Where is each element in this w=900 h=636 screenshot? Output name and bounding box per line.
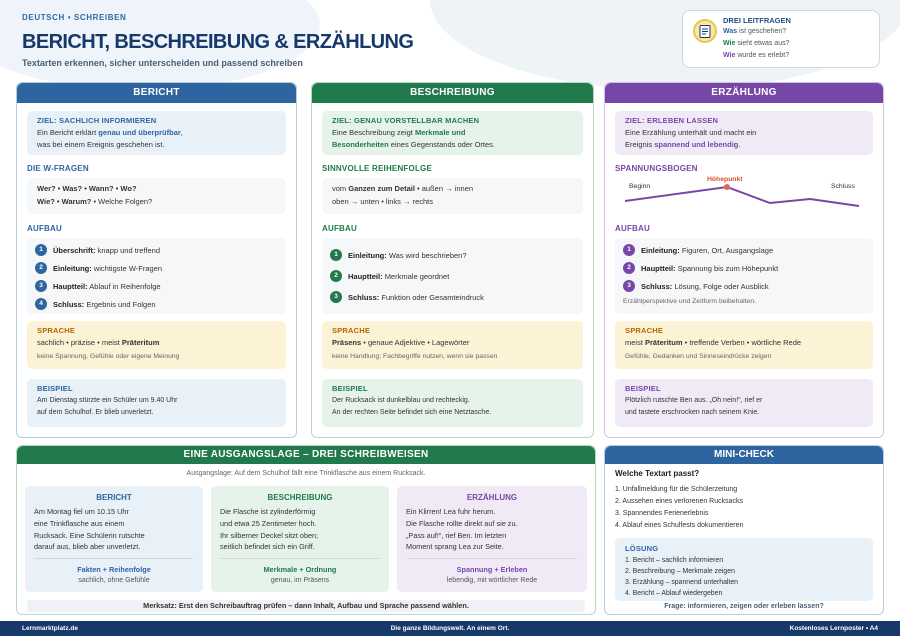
aufbau-step: Schluss: Funktion oder Gesamteindruck [348, 293, 484, 302]
sprache-box [615, 321, 873, 369]
sprache-note: keine Spannung, Gefühle oder eigene Meinung [37, 353, 180, 360]
leitfragen-box [682, 10, 880, 68]
sprache-note: Gefühle, Gedanken und Sinneseindrücke zeigen [625, 353, 772, 360]
bogen-start-label: Beginn [629, 183, 651, 190]
beispiel-line: auf dem Schulhof. Er blieb unverletzt. [37, 409, 154, 416]
leitfrage-2: Wie sieht etwas aus? [723, 40, 790, 47]
leitfrage-3: Wie wurde es erlebt? [723, 52, 790, 59]
sprache-line: sachlich • präzise • meist Präteritum [37, 338, 160, 347]
aufbau-heading: AUFBAU [322, 224, 357, 233]
goal-heading: ZIEL: SACHLICH INFORMIEREN [37, 116, 157, 125]
sprache-heading: SPRACHE [625, 326, 664, 335]
ausgangslage-header: EINE AUSGANGSLAGE – DREI SCHREIBWEISEN [17, 446, 595, 464]
example-card-beschreibung [211, 486, 389, 592]
card-text: Am Montag fiel um 10.15 Uhr eine Trinkflasche aus einem Rucksack. Eine Schülerin rutschte darauf aus, blieb aber unverletzt. [34, 507, 145, 552]
beschreibung-column [311, 82, 594, 438]
aufbau-note: Erzählperspektive und Zeitform beibehalten. [623, 298, 756, 305]
beispiel-heading: BEISPIEL [625, 384, 661, 393]
beispiel-heading: BEISPIEL [332, 384, 368, 393]
aufbau-step: Hauptteil: Spannung bis zum Höhepunkt [641, 264, 779, 273]
beispiel-box [615, 379, 873, 427]
minicheck-item: 1. Unfallmeldung für die Schülerzeitung [615, 486, 738, 493]
minicheck-question: Welche Textart passt? [615, 469, 700, 478]
aufbau-step: Hauptteil: Merkmale geordnet [348, 272, 450, 281]
aufbau-heading: AUFBAU [615, 224, 650, 233]
example-card-bericht [25, 486, 203, 592]
footer-info: Kostenloses Lernposter • A4 [789, 625, 878, 632]
goal-line: Ein Bericht erklärt genau und überprüfbar, [37, 128, 183, 137]
aufbau-step: Überschrift: knapp und treffend [53, 246, 161, 255]
reihenfolge-line: oben → unten • links → rechts [332, 197, 434, 206]
divider [35, 558, 193, 559]
card-title: BESCHREIBUNG [267, 493, 333, 502]
goal-heading: ZIEL: GENAU VORSTELLBAR MACHEN [332, 116, 480, 125]
bogen-end-label: Schluss [831, 183, 855, 190]
sprache-heading: SPRACHE [332, 326, 371, 335]
goal-heading: ZIEL: ERLEBEN LASSEN [625, 116, 719, 125]
aufbau-step: Einleitung: Figuren, Ort, Ausgangslage [641, 246, 774, 255]
sprache-note: keine Handlung; Fachbegriffe nutzen, wenn sie passen [332, 353, 498, 360]
card-sub: sachlich, ohne Gefühle [78, 577, 150, 584]
bericht-goal-box [27, 111, 286, 155]
step-number: 2 [35, 262, 47, 274]
divider [407, 558, 577, 559]
step-number: 4 [35, 298, 47, 310]
aufbau-step: Schluss: Ergebnis und Folgen [53, 300, 156, 309]
aufbau-box [27, 238, 286, 314]
card-title: ERZÄHLUNG [466, 493, 518, 502]
ausgangslage-sub: Ausgangslage: Auf dem Schulhof fällt eine Trinkflasche aus einem Rucksack. [186, 470, 426, 477]
aufbau-step: Einleitung: Was wird beschrieben? [348, 251, 467, 260]
sprache-heading: SPRACHE [37, 326, 76, 335]
beispiel-heading: BEISPIEL [37, 384, 73, 393]
beschreibung-goal-box [322, 111, 583, 155]
eyebrow: DEUTSCH • SCHREIBEN [22, 13, 127, 22]
solution-item: 3. Erzählung – spannend unterhalten [625, 579, 739, 586]
bericht-header: BERICHT [17, 83, 296, 103]
footer-tagline: Die ganze Bildungswelt. An einem Ort. [390, 625, 510, 632]
wfragen-box [27, 178, 286, 214]
goal-line: Ereignis spannend und lebendig. [625, 140, 741, 149]
aufbau-step: Hauptteil: Ablauf in Reihenfolge [53, 282, 161, 291]
card-sub: lebendig, mit wörtlicher Rede [446, 577, 538, 584]
leitfrage-1: Was ist geschehen? [723, 28, 787, 35]
minicheck-item: 3. Spannendes Ferienerlebnis [615, 510, 709, 517]
erzaehlung-header: ERZÄHLUNG [605, 83, 883, 103]
wfragen-heading: DIE W-FRAGEN [27, 164, 89, 173]
wfragen-line: Wie? • Warum? • Welche Folgen? [37, 197, 153, 206]
sprache-line: meist Präteritum • treffende Verben • wörtliche Rede [625, 338, 802, 347]
reihenfolge-line: vom Ganzen zum Detail • außen → innen [332, 184, 474, 193]
goal-line: was bei einem Ereignis geschehen ist. [37, 140, 165, 149]
step-number: 2 [623, 262, 635, 274]
minicheck-header: MINI-CHECK [605, 446, 883, 464]
aufbau-heading: AUFBAU [27, 224, 62, 233]
merksatz: Merksatz: Erst den Schreibauftrag prüfen – dann Inhalt, Aufbau und Sprache passend wählen. [27, 600, 585, 612]
step-number: 3 [330, 291, 342, 303]
step-number: 3 [623, 280, 635, 292]
bericht-column [16, 82, 297, 438]
sprache-line: Präsens • genaue Adjektive • Lagewörter [332, 338, 470, 347]
sprache-box [27, 321, 286, 369]
minicheck-section [604, 445, 884, 615]
minicheck-item: 4. Ablauf eines Schulfests dokumentieren [615, 522, 744, 529]
minicheck-item: 2. Aussehen eines verlorenen Rucksacks [615, 498, 744, 505]
solution-item: 2. Beschreibung – Merkmale zeigen [625, 568, 735, 575]
footer-brand[interactable]: Lernmarktplatz.de [22, 625, 78, 632]
beispiel-line: Plötzlich rutschte Ben aus. „Oh nein!“, rief er [625, 397, 763, 404]
goal-line: Eine Beschreibung zeigt Merkmale und [332, 128, 466, 137]
card-key: Spannung + Erleben [456, 565, 528, 574]
solution-box [615, 538, 873, 601]
footer [0, 621, 900, 636]
card-sub: genau, im Präsens [270, 577, 330, 584]
spannungsbogen-curve [615, 176, 873, 216]
goal-line: Eine Erzählung unterhält und macht ein [625, 128, 757, 137]
sprache-box [322, 321, 583, 369]
spannungsbogen-heading: SPANNUNGSBOGEN [615, 164, 698, 173]
card-key: Fakten + Reihenfolge [77, 565, 151, 574]
aufbau-step: Einleitung: wichtigste W-Fragen [53, 264, 163, 273]
wfragen-line: Wer? • Was? • Wann? • Wo? [37, 184, 137, 193]
step-number: 2 [330, 270, 342, 282]
example-card-erzaehlung [397, 486, 587, 592]
page-title: BERICHT, BESCHREIBUNG & ERZÄHLUNG [22, 31, 414, 53]
beispiel-line: An der rechten Seite befindet sich eine Netztasche. [332, 409, 492, 416]
step-number: 3 [35, 280, 47, 292]
solution-item: 1. Bericht – sachlich informieren [625, 557, 724, 564]
reihenfolge-box [322, 178, 583, 214]
solution-heading: LÖSUNG [625, 544, 659, 553]
beispiel-line: Der Rucksack ist dunkelblau und rechteckig. [332, 397, 470, 404]
erzaehlung-goal-box [615, 111, 873, 155]
step-number: 1 [330, 249, 342, 261]
card-key: Merkmale + Ordnung [263, 565, 337, 574]
aufbau-box [615, 238, 873, 314]
goal-line: Besonderheiten eines Gegenstands oder Ortes. [332, 140, 495, 149]
beispiel-box [322, 379, 583, 427]
step-number: 1 [35, 244, 47, 256]
reihenfolge-heading: SINNVOLLE REIHENFOLGE [322, 164, 432, 173]
step-number: 1 [623, 244, 635, 256]
card-text: Ein Klirren! Lea fuhr herum. Die Flasche rollte direkt auf sie zu. „Pass auf!“, rief Ben. Im letzten Moment sprang Lea zur Seite. [406, 507, 518, 552]
erzaehlung-column [604, 82, 884, 438]
aufbau-box [322, 238, 583, 314]
beispiel-line: und tastete erschrocken nach seinem Knie. [625, 409, 760, 416]
spannungsbogen-diagram [615, 176, 873, 216]
minicheck-frage: Frage: informieren, zeigen oder erleben lassen? [664, 603, 824, 610]
aufbau-step: Schluss: Lösung, Folge oder Ausblick [641, 282, 769, 291]
card-text: Die Flasche ist zylinderförmig und etwa 25 Zentimeter hoch. Ihr silberner Deckel sitzt oben; seitlich befindet sich ein Griff. [220, 507, 319, 552]
card-title: BERICHT [96, 493, 132, 502]
beispiel-box [27, 379, 286, 427]
ausgangslage-section [16, 445, 596, 615]
bogen-peak-label: Höhepunkt [707, 176, 743, 183]
leitfragen-heading: DREI LEITFRAGEN [723, 16, 791, 25]
document-icon [693, 19, 717, 43]
divider [221, 558, 379, 559]
beispiel-line: Am Dienstag stürzte ein Schüler um 9.40 Uhr [37, 397, 178, 404]
solution-item: 4. Bericht – Ablauf wiedergeben [625, 590, 723, 597]
beschreibung-header: BESCHREIBUNG [312, 83, 593, 103]
page-subtitle: Textarten erkennen, sicher unterscheiden und passend schreiben [22, 58, 303, 68]
